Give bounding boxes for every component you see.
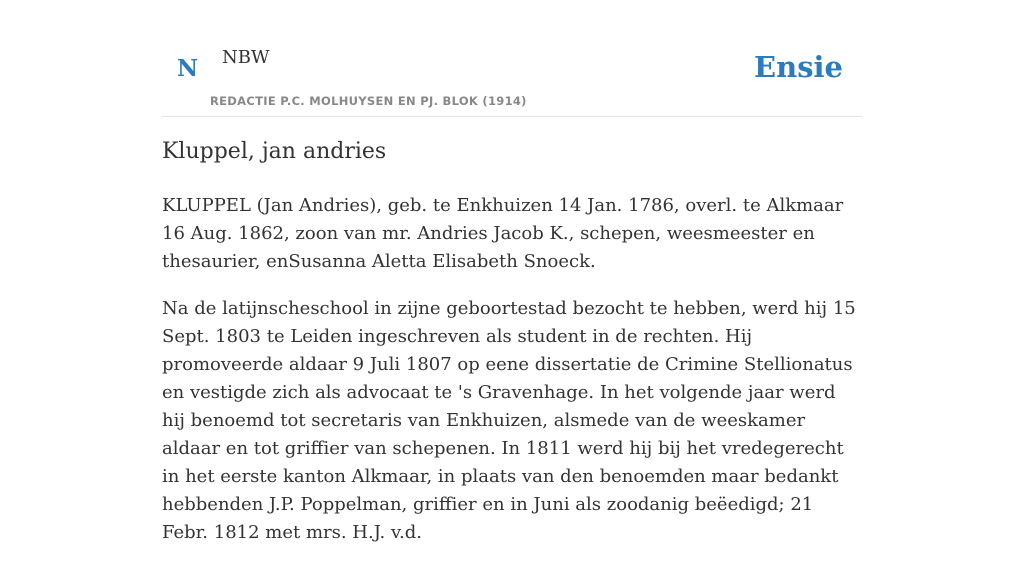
brand-logo[interactable]: Ensie <box>754 50 843 84</box>
source-subtitle: REDACTIE P.C. MOLHUYSEN EN PJ. BLOK (1914) <box>210 94 527 108</box>
source-name[interactable]: NBW <box>222 47 270 68</box>
page-title: Kluppel, jan andries <box>162 139 387 164</box>
source-logo[interactable]: N <box>177 55 199 82</box>
article-body <box>162 192 862 566</box>
header <box>162 0 862 117</box>
paragraph: Na de latijnscheschool in zijne geboortestad bezocht te hebben, werd hij 15 Sept. 1803 te Leiden ingeschreven als student in de rechten. Hij promoveerde aldaar 9 Juli 1807 op eene dissertatie de Crimine Stellionatus en vestigde zich als advocaat te 's Gravenhage. In het volgende jaar werd hij benoemd tot secretaris van Enkhuizen, alsmede van de weeskamer aldaar en tot griffier van schepenen. In 1811 werd hij bij het vredegerecht in het eerste kanton Alkmaar, in plaats van den benoemden maar bedankt hebbenden J.P. Poppelman, griffier en in Juni als zoodanig beëedigd; 21 Febr. 1812 met mrs. H.J. v.d. <box>162 298 856 543</box>
paragraph: KLUPPEL (Jan Andries), geb. te Enkhuizen 14 Jan. 1786, overl. te Alkmaar 16 Aug. 1862, zoon van mr. Andries Jacob K., schepen, weesmeester en thesaurier, enSusanna Aletta Elisabeth Snoeck. <box>162 195 844 272</box>
